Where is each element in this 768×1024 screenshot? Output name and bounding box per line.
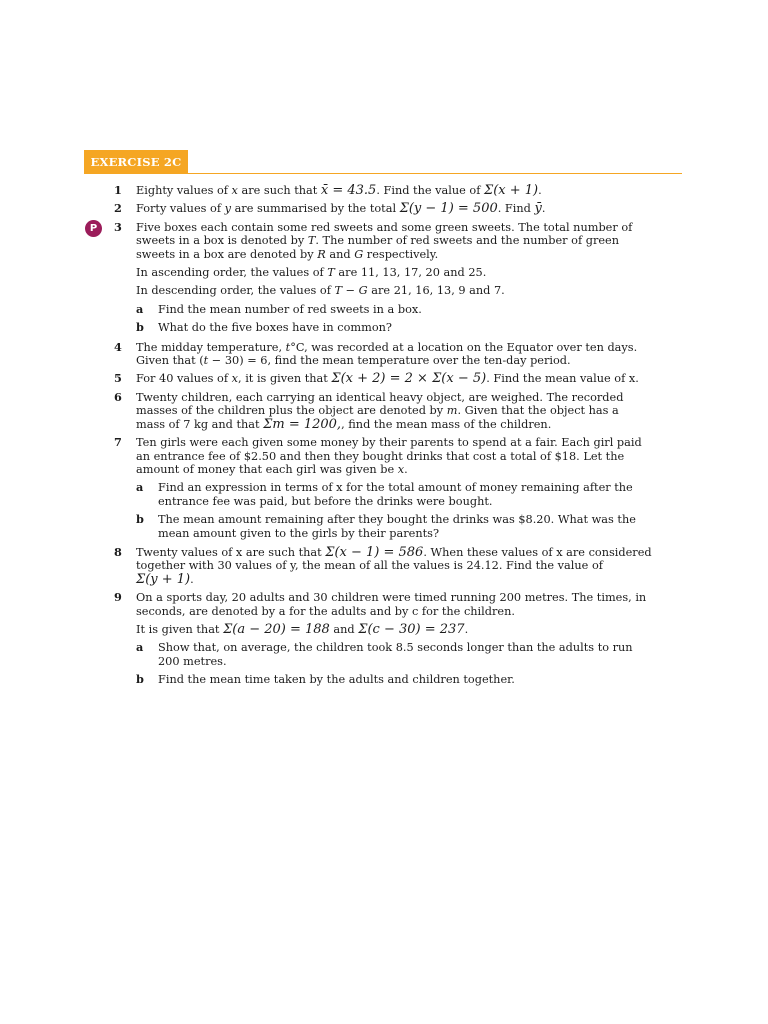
- exercise-header: [84, 150, 682, 174]
- question-text-line: Given that (t − 30) = 6, find the mean temperature over the ten-day period.: [136, 354, 571, 368]
- exercise-title: EXERCISE 2C: [84, 150, 188, 174]
- question-number: 2: [114, 201, 122, 216]
- exercise-content: [0, 184, 768, 693]
- question-number: 5: [114, 371, 122, 386]
- part-label: a: [136, 640, 144, 655]
- question-text-line: Twenty children, each carrying an identical heavy object, are weighed. The recorded: [136, 390, 624, 404]
- math-expression: Σ(x + 1): [484, 183, 539, 198]
- math-expression: ȳ: [534, 201, 542, 217]
- question-9-part-b: b Find the mean time taken by the adults and children together.: [136, 672, 515, 687]
- question-2: 2 Forty values of y are summarised by the total Σ(y − 1) = 500. Find ȳ.: [114, 201, 546, 217]
- question-3: [89, 219, 682, 261]
- question-9-paragraph: It is given that Σ(a − 20) = 188 and Σ(c − 30) = 237.: [136, 621, 469, 637]
- question-7-part-a: a Find an expression in terms of x for the total amount of money remaining after the entrance fee was paid, but before the drinks were bought.: [136, 480, 633, 508]
- part-label: b: [136, 512, 144, 527]
- question-text-line: Five boxes each contain some red sweets and some green sweets. The total number of: [136, 220, 633, 234]
- question-3-part-b: b What do the five boxes have in common?: [136, 320, 392, 335]
- part-label: a: [136, 480, 144, 495]
- question-7-part-b: b The mean amount remaining after they bought the drinks was $8.20. What was the mean amount given to the girls by their parents?: [136, 512, 636, 540]
- question-number: 9: [114, 590, 122, 605]
- question-number: 6: [114, 389, 122, 404]
- part-label: b: [136, 320, 144, 335]
- question-text-line: Ten girls were each given some money by their parents to spend at a fair. Each girl paid: [136, 436, 642, 450]
- question-text-line: together with 30 values of y, the mean of all the values is 24.12. Find the value of: [136, 559, 603, 573]
- math-expression: Σ(a − 20) = 188: [223, 621, 330, 637]
- question-text-line: sweets in a box are denoted by R and G respectively.: [136, 247, 439, 261]
- question-8: [114, 544, 682, 587]
- question-5: 5 For 40 values of x, it is given that Σ(x + 2) = 2 × Σ(x − 5). Find the mean value of x.: [114, 371, 639, 387]
- question-6: [114, 389, 682, 432]
- question-3-part-a: a Find the mean number of red sweets in a box.: [136, 301, 422, 316]
- question-3-paragraph: In descending order, the values of T − G are 21, 16, 13, 9 and 7.: [136, 284, 505, 298]
- question-text-line: mass of 7 kg and that Σm = 1200,, find the mean mass of the children.: [136, 416, 552, 432]
- question-9-part-a: a Show that, on average, the children took 8.5 seconds longer than the adults to run 200 metres.: [136, 640, 633, 668]
- part-label: b: [136, 672, 144, 687]
- question-7: [114, 435, 682, 476]
- math-expression: Σ(x + 2) = 2 × Σ(x − 5): [331, 371, 487, 387]
- question-text-line: amount of money that each girl was given be x.: [136, 462, 408, 476]
- question-3-paragraph: In ascending order, the values of T are 11, 13, 17, 20 and 25.: [136, 266, 487, 280]
- math-expression: Σ(c − 30) = 237: [358, 621, 465, 637]
- question-text-line: The midday temperature, t°C, was recorded at a location on the Equator over ten days.: [136, 340, 638, 354]
- math-expression: x̄ = 43.5: [320, 183, 377, 198]
- question-1: 1 Eighty values of x are such that x̄ = 43.5. Find the value of Σ(x + 1).: [114, 183, 542, 198]
- problem-solving-icon: P: [85, 220, 102, 237]
- question-number: 7: [114, 435, 122, 450]
- part-label: a: [136, 301, 144, 316]
- question-text-line: masses of the children plus the object are denoted by m. Given that the object has a: [136, 404, 619, 418]
- math-expression: Σ(y + 1): [136, 571, 191, 587]
- question-9: [114, 590, 682, 618]
- question-text-line: On a sports day, 20 adults and 30 children were timed running 200 metres. The times, in: [136, 591, 647, 605]
- header-rule: [188, 173, 682, 174]
- question-number: 4: [114, 339, 122, 354]
- question-4: [114, 339, 682, 368]
- question-number: 1: [114, 183, 122, 197]
- question-text-line: sweets in a box is denoted by T. The number of red sweets and the number of green: [136, 234, 620, 248]
- math-expression: Σ(y − 1) = 500: [399, 201, 498, 217]
- math-expression: Σ(x − 1) = 586: [325, 544, 424, 560]
- question-number: 8: [114, 544, 122, 559]
- question-number: 3: [114, 219, 122, 234]
- question-text-line: Σ(y + 1).: [136, 571, 194, 587]
- question-text-line: seconds, are denoted by a for the adults and by c for the children.: [136, 604, 515, 618]
- question-text-line: Twenty values of x are such that Σ(x − 1) = 586. When these values of x are considered: [136, 544, 652, 560]
- math-expression: Σm = 1200,: [263, 416, 342, 432]
- question-text-line: an entrance fee of $2.50 and then they bought drinks that cost a total of $18. Let the: [136, 449, 625, 463]
